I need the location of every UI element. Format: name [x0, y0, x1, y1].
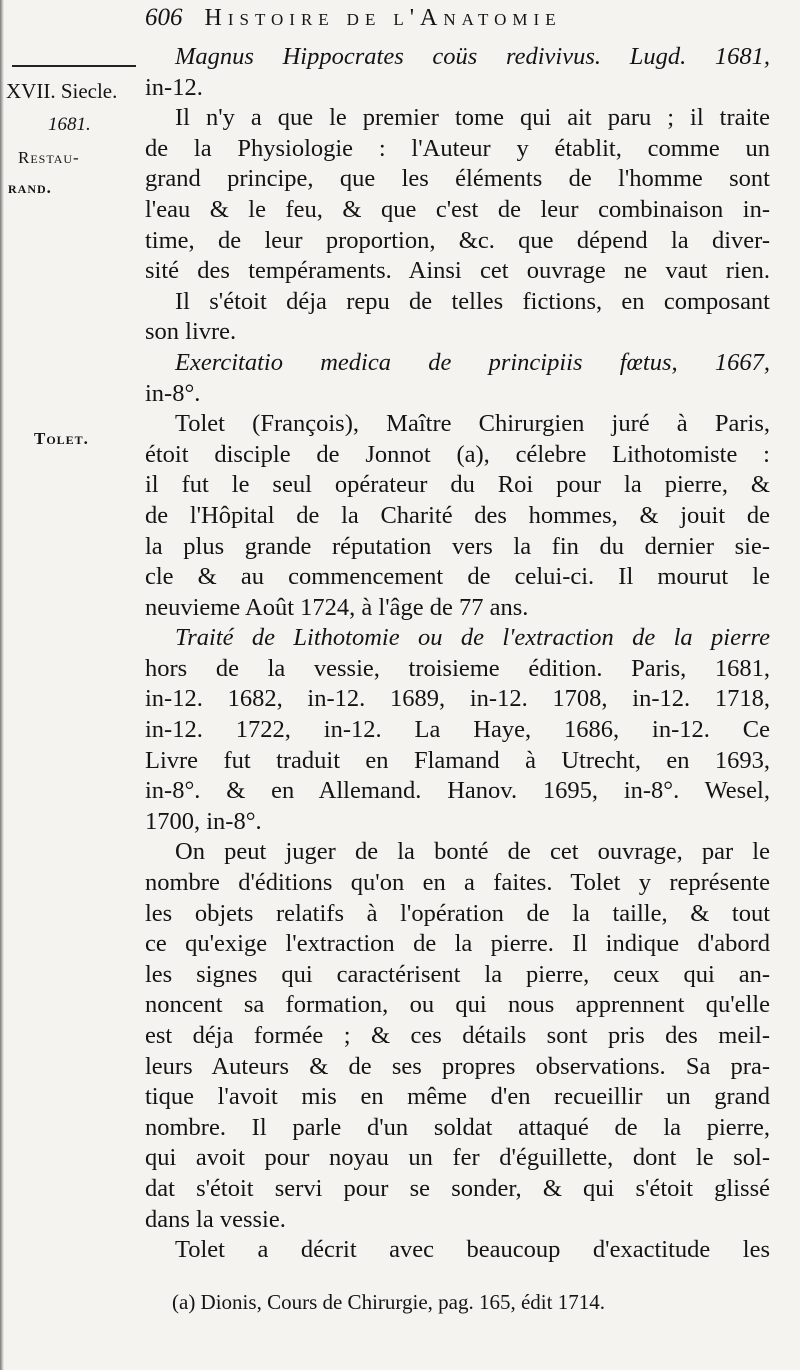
margin-year: 1681.: [48, 114, 91, 135]
margin-author-restaurand-1: Restau-: [18, 148, 80, 167]
text-line: nombre d'éditions qu'on en a faites. Tolet y représente: [145, 869, 770, 897]
text-line: étoit disciple de Jonnot (a), célebre Lithotomiste :: [145, 440, 770, 468]
text-line: les objets relatifs à l'opération de la taille, & tout: [145, 899, 770, 927]
text-line: in-8°. & en Allemand. Hanov. 1695, in-8°. Wesel,: [145, 777, 770, 805]
text-line: noncent sa formation, ou qui nous apprennent qu'elle: [145, 991, 770, 1019]
page-body: [145, 42, 770, 1266]
text-line: Il s'étoit déja repu de telles fictions, en composant: [175, 287, 770, 315]
text-line: est déja formée ; & ces détails sont pris des meil-: [145, 1022, 770, 1049]
text-line: Exercitatio medica de principiis fœtus, 1667,: [175, 348, 770, 376]
text-line: leurs Auteurs & de ses propres observations. Sa pra-: [145, 1052, 770, 1080]
text-line: On peut juger de la bonté de cet ouvrage, par le: [175, 838, 770, 866]
text-line: dans la vessie.: [145, 1205, 286, 1233]
footnote: (a) Dionis, Cours de Chirurgie, pag. 165, édit 1714.: [172, 1290, 605, 1314]
text-line: in-12.: [145, 73, 203, 101]
text-line: Livre fut traduit en Flamand à Utrecht, en 1693,: [145, 746, 770, 774]
text-line: Magnus Hippocrates coüs redivivus. Lugd. 1681,: [175, 43, 770, 70]
margin-author-restaurand-2: rand.: [8, 178, 52, 197]
text-line: les signes qui caractérisent la pierre, ceux qui an-: [145, 960, 770, 988]
text-line: ce qu'exige l'extraction de la pierre. Il indique d'abord: [145, 930, 770, 958]
text-line: la plus grande réputation vers la fin du dernier sie-: [145, 532, 770, 560]
page-edge-shadow: [0, 0, 4, 1370]
text-line: time, de leur proportion, &c. que dépend la diver-: [145, 226, 770, 254]
margin-author-tolet: Tolet.: [34, 429, 89, 448]
text-line: de la Physiologie : l'Auteur y établit, comme un: [145, 134, 770, 162]
text-line: neuvieme Août 1724, à l'âge de 77 ans.: [145, 593, 529, 621]
text-line: in-12. 1722, in-12. La Haye, 1686, in-12. Ce: [145, 716, 770, 744]
page-number: 606: [145, 4, 183, 31]
text-line: Traité de Lithotomie ou de l'extraction de la pierre: [175, 624, 770, 652]
text-line: dat s'étoit servi pour se sonder, & qui s'étoit glissé: [145, 1174, 770, 1202]
text-line: nombre. Il parle d'un soldat attaqué de la pierre,: [145, 1113, 770, 1141]
margin-rule: [12, 65, 136, 67]
page-header: [145, 4, 785, 38]
text-line: in-12. 1682, in-12. 1689, in-12. 1708, in-12. 1718,: [145, 685, 770, 713]
text-line: de l'Hôpital de la Charité des hommes, & jouit de: [145, 501, 770, 529]
text-line: in-8°.: [145, 379, 201, 407]
text-line: grand principe, que les éléments de l'homme sont: [145, 165, 770, 193]
text-line: Tolet (François), Maître Chirurgien juré à Paris,: [175, 410, 770, 438]
text-line: sité des tempéraments. Ainsi cet ouvrage ne vaut rien.: [145, 257, 770, 285]
margin-century: XVII. Siecle.: [6, 79, 118, 103]
text-line: cle & au commencement de celui-ci. Il mourut le: [145, 563, 770, 591]
running-title: Histoire de l'Anatomie: [204, 5, 562, 31]
text-line: 1700, in-8°.: [145, 807, 262, 835]
text-line: son livre.: [145, 318, 237, 346]
text-line: l'eau & le feu, & que c'est de leur combinaison in-: [145, 195, 770, 223]
text-line: Il n'y a que le premier tome qui ait paru ; il traite: [175, 104, 770, 132]
text-line: qui avoit pour noyau un fer d'éguillette, dont le sol-: [145, 1144, 770, 1172]
text-line: il fut le seul opérateur du Roi pour la pierre, &: [145, 471, 770, 499]
text-line: Tolet a décrit avec beaucoup d'exactitude les: [175, 1236, 770, 1264]
text-line: hors de la vessie, troisieme édition. Paris, 1681,: [145, 654, 770, 682]
text-line: tique l'avoit mis en même d'en recueillir un grand: [145, 1083, 770, 1111]
